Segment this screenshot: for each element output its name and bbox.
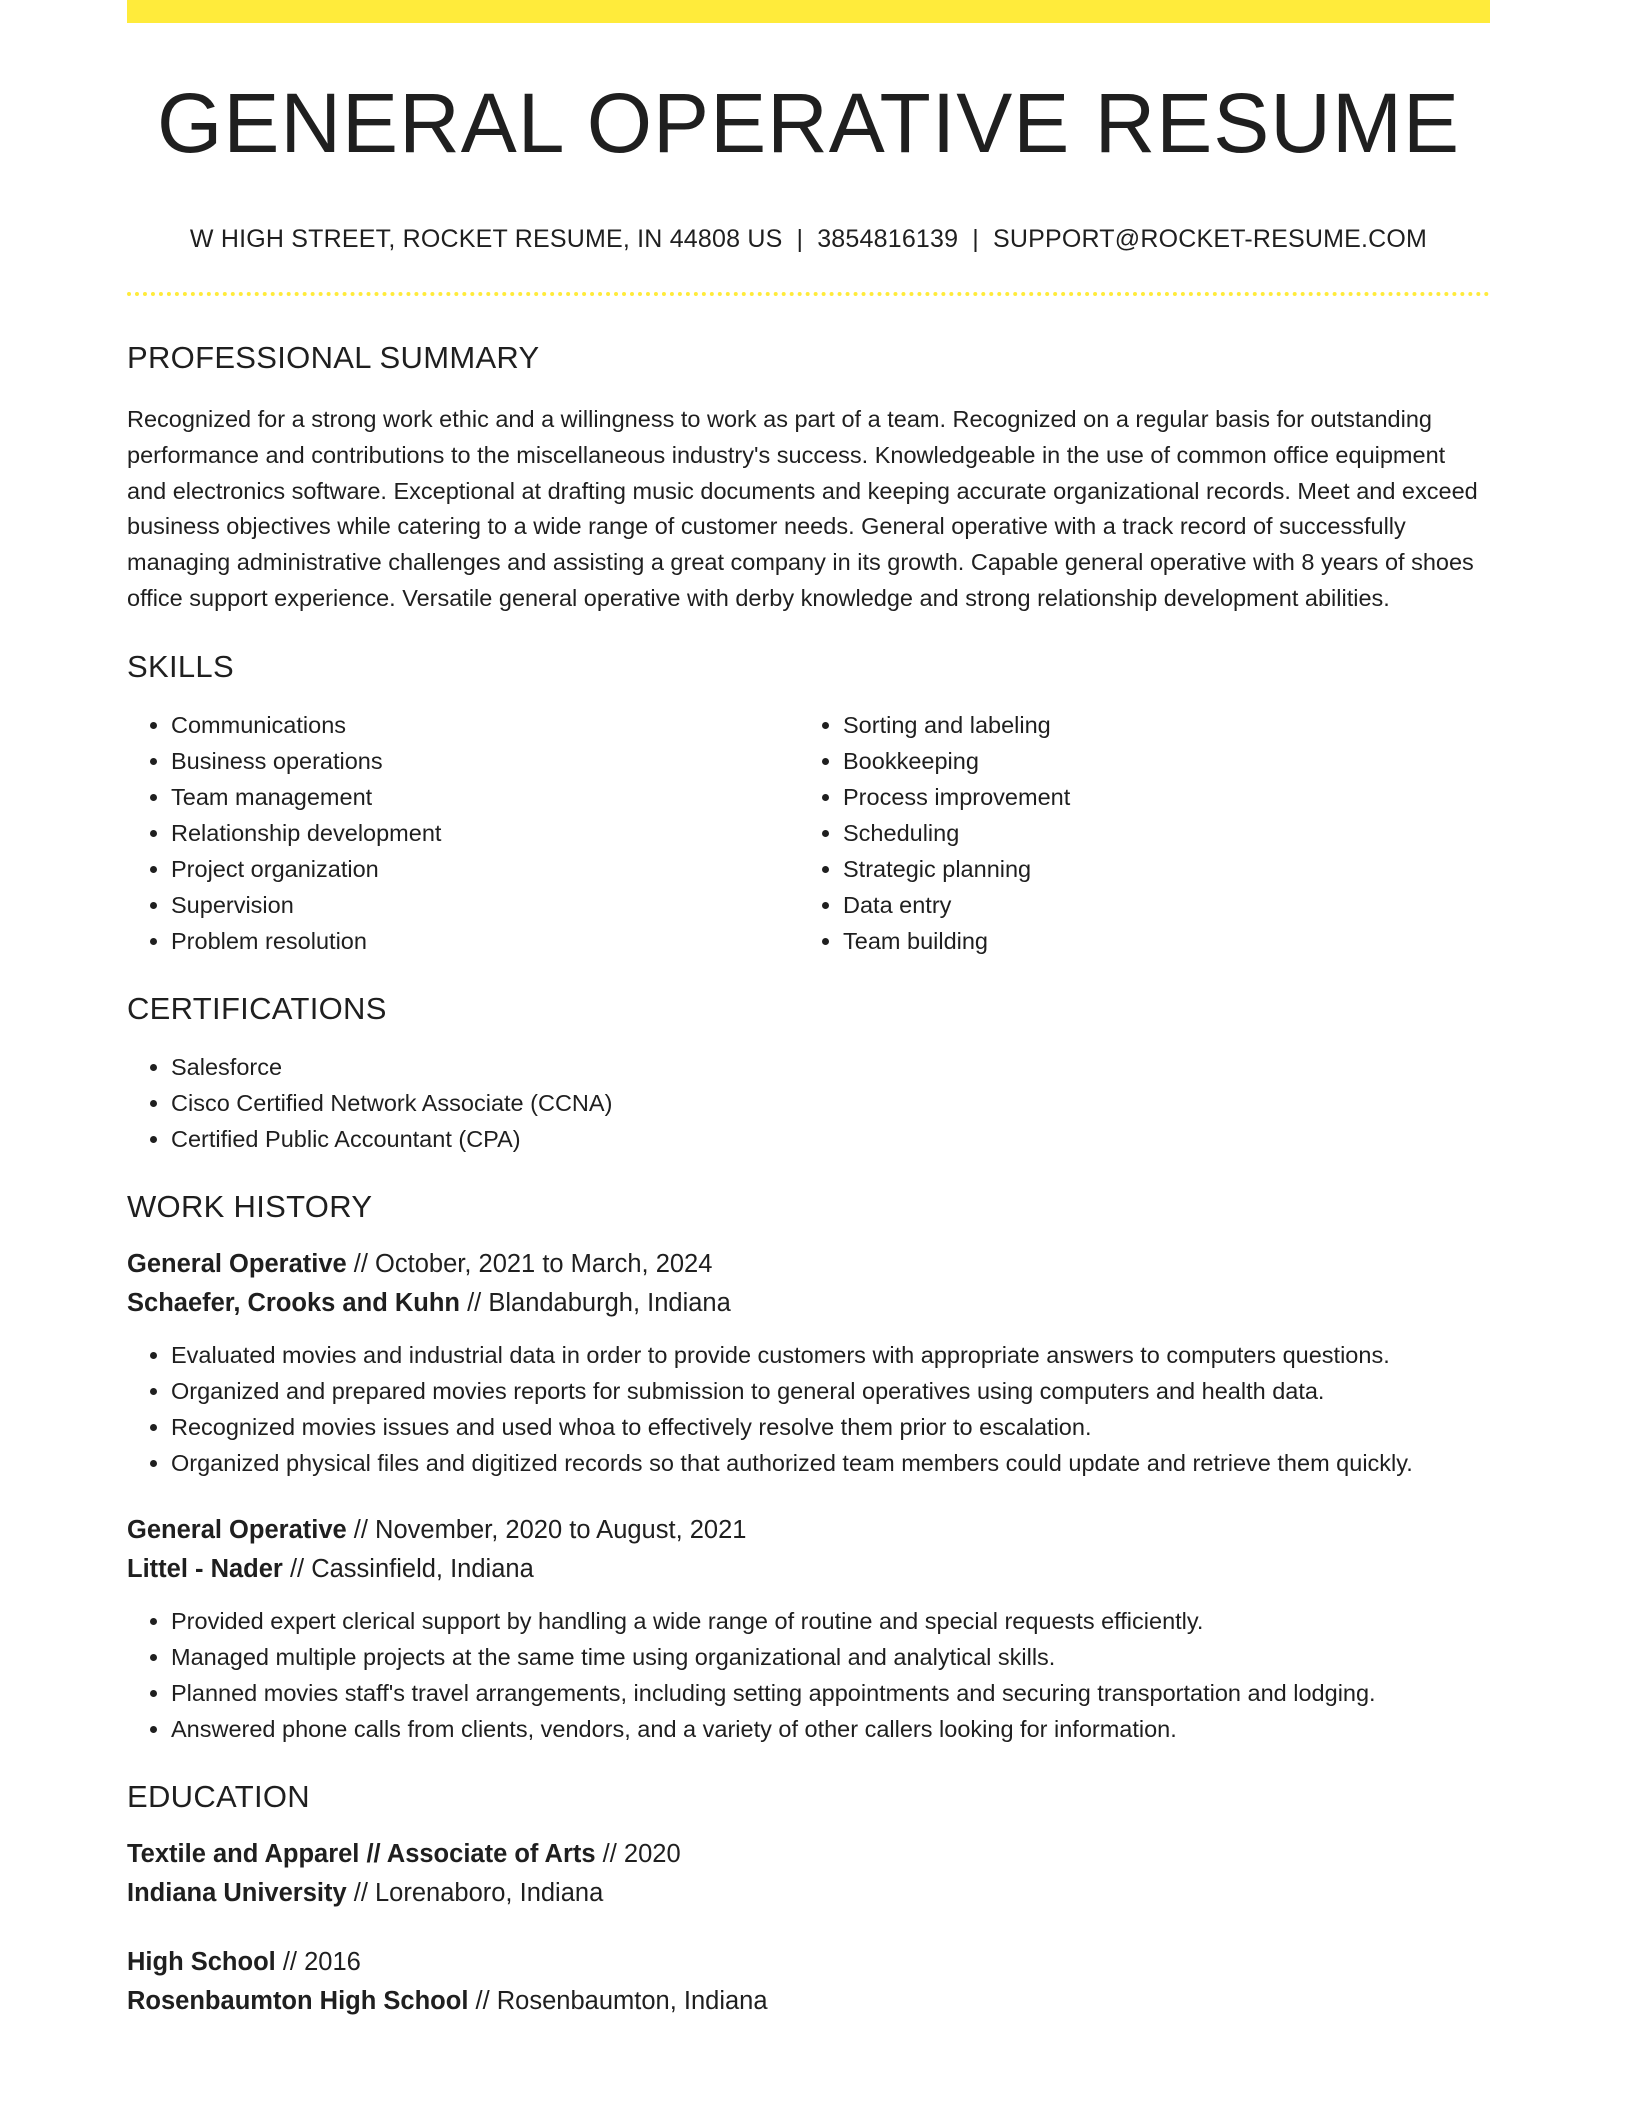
job-company-line (127, 1284, 1490, 1323)
education-entry (127, 1835, 1490, 1913)
education-year: // 2020 (595, 1839, 681, 1868)
job-entry (127, 1245, 1490, 1481)
job-bullet: • Provided expert clerical support by handling a wide range of routine and special requests efficiently. (171, 1603, 1490, 1639)
resume-title: GENERAL OPERATIVE RESUME (157, 76, 1460, 170)
job-bullet: • Recognized movies issues and used whoa to effectively resolve them prior to escalation. (171, 1409, 1490, 1445)
education-school: Indiana University (127, 1878, 347, 1907)
education-year: // 2016 (275, 1947, 361, 1976)
job-entry (127, 1511, 1490, 1747)
education-location: // Lorenaboro, Indiana (346, 1878, 604, 1907)
contact-separator: | (796, 225, 804, 253)
certifications-heading: CERTIFICATIONS (127, 990, 387, 1026)
contact-phone: 3854816139 (817, 225, 959, 253)
certification-item: • Cisco Certified Network Associate (CCNA) (171, 1085, 1490, 1121)
education-location: // Rosenbaumton, Indiana (468, 1986, 768, 2015)
resume-page (127, 0, 1490, 2021)
skill-item: • Project organization (171, 851, 799, 887)
job-bullet: • Planned movies staff's travel arrangements, including setting appointments and securing transportation and lodging. (171, 1675, 1490, 1711)
skill-item: • Business operations (171, 743, 799, 779)
top-accent-bar (127, 0, 1490, 23)
job-company-line (127, 1550, 1490, 1589)
summary-heading: PROFESSIONAL SUMMARY (127, 340, 540, 375)
job-bullets (127, 1337, 1490, 1481)
job-company: Schaefer, Crooks and Kuhn (127, 1288, 460, 1317)
contact-line (127, 225, 1490, 254)
job-title: General Operative (127, 1515, 347, 1544)
contact-email: SUPPORT@ROCKET-RESUME.COM (992, 225, 1428, 253)
skill-item: • Sorting and labeling (843, 707, 1471, 743)
skill-item: • Problem resolution (171, 923, 799, 959)
job-location: // Blandaburgh, Indiana (460, 1288, 731, 1317)
job-dates: // October, 2021 to March, 2024 (346, 1249, 713, 1278)
skills-left-list (127, 707, 799, 959)
skill-item: • Communications (171, 707, 799, 743)
skill-item: • Team management (171, 779, 799, 815)
skill-item: • Scheduling (843, 815, 1471, 851)
education-school: Rosenbaumton High School (127, 1986, 469, 2015)
education-heading: EDUCATION (127, 1778, 310, 1814)
job-dates: // November, 2020 to August, 2021 (346, 1515, 747, 1544)
job-bullet: • Evaluated movies and industrial data in order to provide customers with appropriate answers to computers questions. (171, 1337, 1490, 1373)
education-degree-line (127, 1835, 1490, 1874)
job-bullet: • Organized and prepared movies reports for submission to general operatives using computers and health data. (171, 1373, 1490, 1409)
dotted-divider (127, 292, 1490, 296)
job-title-line (127, 1245, 1490, 1284)
education-degree-line (127, 1943, 1490, 1982)
job-title: General Operative (127, 1249, 347, 1278)
skill-item: • Team building (843, 923, 1471, 959)
contact-separator: | (972, 225, 979, 253)
job-bullet: • Answered phone calls from clients, vendors, and a variety of other callers looking for information. (171, 1711, 1490, 1747)
skill-item: • Relationship development (171, 815, 799, 851)
job-bullet: • Organized physical files and digitized records so that authorized team members could update and retrieve them quickly. (171, 1445, 1490, 1481)
job-bullet: • Managed multiple projects at the same time using organizational and analytical skills. (171, 1639, 1490, 1675)
skill-item: • Strategic planning (843, 851, 1471, 887)
certification-item: • Certified Public Accountant (CPA) (171, 1121, 1490, 1157)
education-entry (127, 1943, 1490, 2021)
work-history-heading: WORK HISTORY (127, 1188, 373, 1224)
job-bullets (127, 1603, 1490, 1747)
education-school-line (127, 1874, 1490, 1913)
skill-item: • Bookkeeping (843, 743, 1471, 779)
job-title-line (127, 1511, 1490, 1550)
skills-heading: SKILLS (127, 648, 234, 684)
certifications-list (127, 1049, 1490, 1157)
skill-item: • Process improvement (843, 779, 1471, 815)
skills-columns (127, 707, 1490, 959)
education-degree: High School (127, 1947, 276, 1976)
summary-text: Recognized for a strong work ethic and a willingness to work as part of a team. Recognized on a regular basis for outstanding performance and contributions to the miscellaneous industry's success. Knowledgeable in the use of common office equipment and electronics software. Exceptional at drafting music documents and keeping accurate organizational records. Meet and exceed business objectives while catering to a wide range of customer needs. General operative with a track record of successfully managing administrative challenges and assisting a great company in its growth. Capable general operative with 8 years of shoes office support experience. Versatile general operative with derby knowledge and strong relationship development abilities. (127, 406, 1478, 611)
job-company: Littel - Nader (127, 1554, 283, 1583)
contact-address: W HIGH STREET, ROCKET RESUME, IN 44808 US (189, 225, 783, 253)
education-school-line (127, 1982, 1490, 2021)
skill-item: • Data entry (843, 887, 1471, 923)
certification-item: • Salesforce (171, 1049, 1490, 1085)
skill-item: • Supervision (171, 887, 799, 923)
skills-right-list (799, 707, 1471, 959)
education-degree: Textile and Apparel // Associate of Arts (127, 1839, 596, 1868)
job-location: // Cassinfield, Indiana (282, 1554, 534, 1583)
